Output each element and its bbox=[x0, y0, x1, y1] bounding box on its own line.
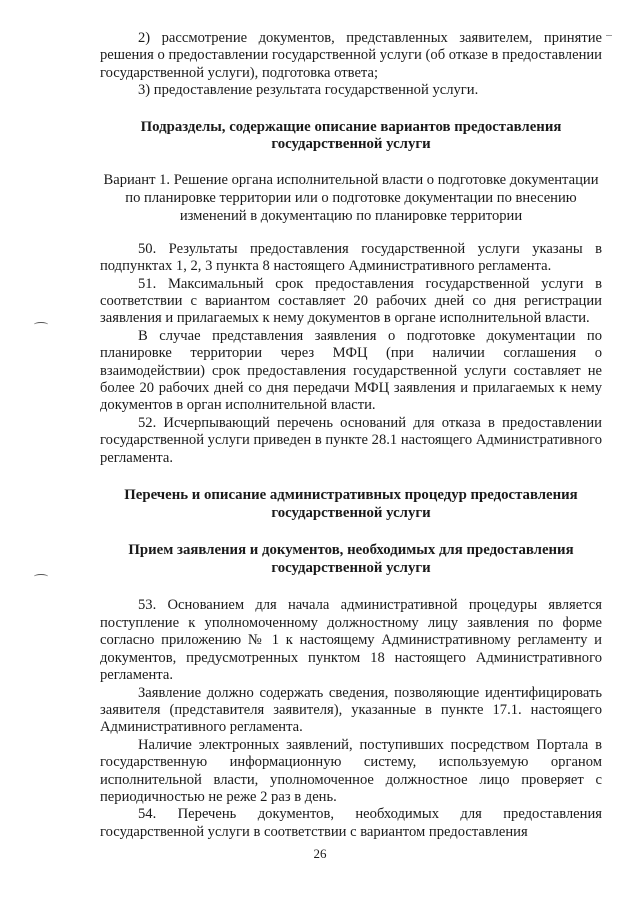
page-number: 26 bbox=[313, 846, 327, 861]
document-page bbox=[100, 30, 602, 841]
section-heading-reception: Прием заявления и документов, необходимых для предоставления государственной услуги bbox=[128, 542, 574, 576]
list-item-3: 3) предоставление результата государственной услуги. bbox=[138, 82, 479, 99]
list-item-2: 2) рассмотрение документов, представленных заявителем, принятие решения о предоставлении государственной услуги (об отказе в предоставлении государственной услуги), подготовка ответа; bbox=[100, 30, 602, 81]
paragraph-53-statement: Заявление должно содержать сведения, позволяющие идентифицировать заявителя (представителя заявителя), указанные в пункте 17.1. настоящего Административного регламента. bbox=[100, 684, 602, 736]
paragraph-54: 54. Перечень документов, необходимых для предоставления государственной услуги в соответствии с вариантом предоставления bbox=[100, 806, 602, 840]
scan-margin-mark bbox=[34, 322, 48, 327]
paragraph-51-mfc: В случае представления заявления о подготовке документации по планировке территории через МФЦ (при наличии соглашения о взаимодействии) срок предоставления государственной услуги составляет не более 20 рабочих дней со дня передачи МФЦ заявления и прилагаемых к нему документов в орган исполнительной власти. bbox=[100, 327, 602, 414]
paragraph-53: 53. Основанием для начала административной процедуры является поступление к уполномоченному должностному лицу заявления по форме согласно приложению № 1 к настоящему Административному регламенту и документов, предусмотренных пунктом 18 настоящего Административного регламента. bbox=[100, 597, 602, 684]
paragraph-51: 51. Максимальный срок предоставления государственной услуги в соответствии с вариантом составляет 20 рабочих дней со дня регистрации заявления и прилагаемых к нему документов в органе исполнительной власти. bbox=[100, 275, 602, 327]
scan-margin-mark bbox=[34, 574, 48, 579]
scan-artifact-dot bbox=[606, 35, 612, 36]
paragraph-53-portal: Наличие электронных заявлений, поступивших посредством Портала в государственную информационную систему, используемую органом исполнительной власти, уполномоченное должностное лицо проверяет с периодичностью не реже 2 раз в день. bbox=[100, 736, 602, 805]
paragraph-52: 52. Исчерпывающий перечень оснований для отказа в предоставлении государственной услуги приведен в пункте 28.1 настоящего Административного регламента. bbox=[100, 414, 602, 466]
section-heading-variants: Подразделы, содержащие описание вариантов предоставления государственной услуги bbox=[140, 118, 562, 153]
paragraph-50: 50. Результаты предоставления государственной услуги указаны в подпунктах 1, 2, 3 пункта 8 настоящего Административного регламента. bbox=[100, 240, 602, 275]
variant-title: Вариант 1. Решение органа исполнительной власти о подготовке документации по планировке территории или о подготовке документации по внесению изменений в документацию по планировке территории bbox=[103, 171, 599, 224]
section-heading-procedures: Перечень и описание административных процедур предоставления государственной услуги bbox=[124, 487, 578, 521]
